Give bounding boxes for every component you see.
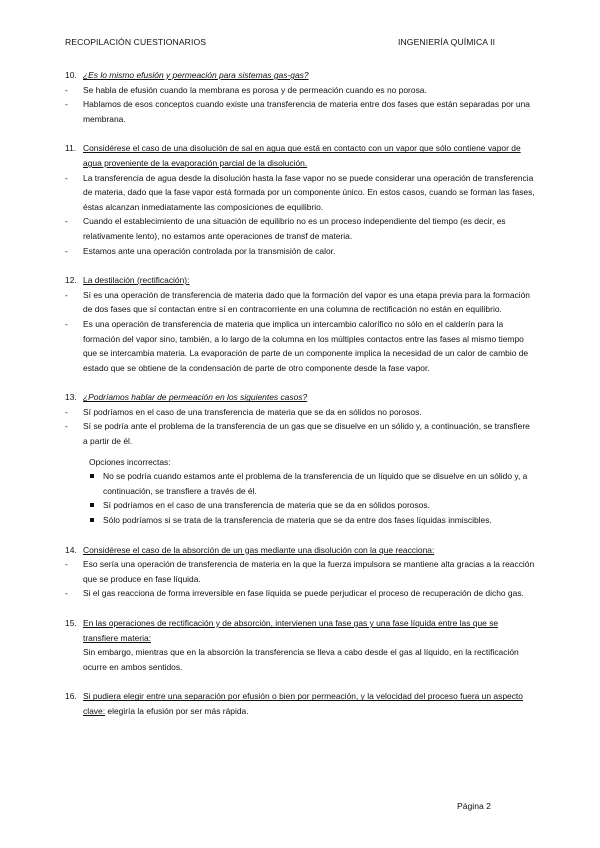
question-text: ¿Es lo mismo efusión y permeación para sistemas gas-gas? [83,70,309,80]
answer-item: - Si el gas reacciona de forma irreversible en fase líquida se puede perjudicar el proceso de recuperación de dicho gas. [65,586,535,601]
option-text: No se podría cuando estamos ante el problema de la transferencia de un líquido que se disuelve en un sólido y, a continuación, se transfiere a través de él. [103,471,528,496]
answer-text: Sin embargo, mientras que en la absorción la transferencia se lleva a cabo desde el gas al líquido, en la rectificación ocurre en ambos sentidos. [83,647,519,672]
answer-item: - Hablamos de esos conceptos cuando existe una transferencia de materia entre dos fases que están separadas por una membrana. [65,97,535,126]
option-text: Sólo podríamos si se trata de la transferencia de materia que se da entre dos fases líquidas inmiscibles. [103,515,492,526]
question-title [65,390,535,405]
question-16 [65,689,535,718]
answer-item: - Se habla de efusión cuando la membrana es porosa y de permeación cuando es no porosa. [65,83,535,98]
answer-item: - Eso sería una operación de transferencia de materia en la que la fuerza impulsora se mantiene alta gracias a la reacción que se produce en fase líquida. [65,557,535,586]
question-15 [65,616,535,674]
question-13 [65,390,535,527]
question-title [65,543,535,558]
question-number: 13. [65,392,77,403]
answer-inline: elegiría la efusión por ser más rápida. [105,705,249,716]
square-bullet-icon [90,518,94,522]
question-text: Considérese el caso de la absorción de un gas mediante una disolución con la que reacciona: [83,544,435,555]
question-number: 10. [65,70,77,80]
question-11 [65,141,535,258]
question-list [65,68,535,734]
page-number: Página 2 [457,801,491,811]
incorrect-option [65,469,535,498]
answer-item: - Sí podríamos en el caso de una transferencia de materia que se da en sólidos no porosos. [65,405,535,420]
question-number: 12. [65,275,77,286]
question-title [65,616,535,645]
question-title [65,689,535,718]
incorrect-option [65,513,535,528]
incorrect-options-label: Opciones incorrectas: [89,456,171,467]
question-number: 11. [65,143,77,154]
square-bullet-icon [90,503,94,507]
question-title [65,273,535,288]
answer-item: - Estamos ante una operación controlada por la transmisión de calor. [65,244,535,259]
answer-item: - Es una operación de transferencia de materia que implica un intercambio calorífico no sólo en el calderín para la formación del vapor sino, también, a lo largo de la columna en los múltiples contactos entre las fases al mismo tiempo que se intercambia materia. La evaporación de parte de un componente implica la necesidad de un calor de cambio de estado que se obtiene de la condensación de parte de otro componente desde la fase vapor. [65,317,535,375]
question-title [65,141,535,170]
answer-item: - Sí se podría ante el problema de la transferencia de un gas que se disuelve en un sólido y, a continuación, se transfiere a partir de él. [65,419,535,448]
question-text: ¿Podríamos hablar de permeación en los siguientes casos? [83,392,308,403]
question-text: La destilación (rectificación): [83,275,190,286]
header-left: RECOPILACIÓN CUESTIONARIOS [65,37,207,47]
question-14 [65,543,535,601]
answer-item: - Sí es una operación de transferencia de materia dado que la formación del vapor es una etapa previa para la formación de dos fases que sí contactan entre sí en contracorriente en una columna de rectificación no están en equilibrio. [65,288,535,317]
question-number: 14. [65,544,77,555]
answer-item: - Cuando el establecimiento de una situación de equilibrio no es un proceso independiente del tiempo (es decir, es relativamente lento), no estamos ante operaciones de transf de materia. [65,214,535,243]
incorrect-option [65,498,535,513]
square-bullet-icon [90,474,94,478]
question-text: En las operaciones de rectificación y de absorción, intervienen una fase gas y una fase líquida entre las que se transfiere materia: [83,618,499,643]
question-12 [65,273,535,375]
question-title [65,68,535,83]
answer-item: - La transferencia de agua desde la disolución hasta la fase vapor no se puede considerar una operación de transferencia de materia, dado que la fase vapor está formada por un componente único. En estos casos, cuando se forman las fases, éstas alcanzan inmediatamente las composiciones de equilibrio. [65,171,535,215]
option-text: Sí podríamos en el caso de una transferencia de materia que se da en sólidos porosos. [103,500,430,511]
header-right: INGENIERÍA QUÍMICA II [398,37,496,47]
question-text: Considérese el caso de una disolución de sal en agua que está en contacto con un vapor que sólo contiene vapor de agua proveniente de la evaporación parcial de la disolución. [83,143,521,168]
question-text: Si pudiera elegir entre una separación por efusión o bien por permeación, y la velocidad del proceso fuera un aspecto clave: [83,691,523,716]
question-number: 16. [65,691,77,702]
question-10 [65,68,535,126]
question-number: 15. [65,618,77,628]
